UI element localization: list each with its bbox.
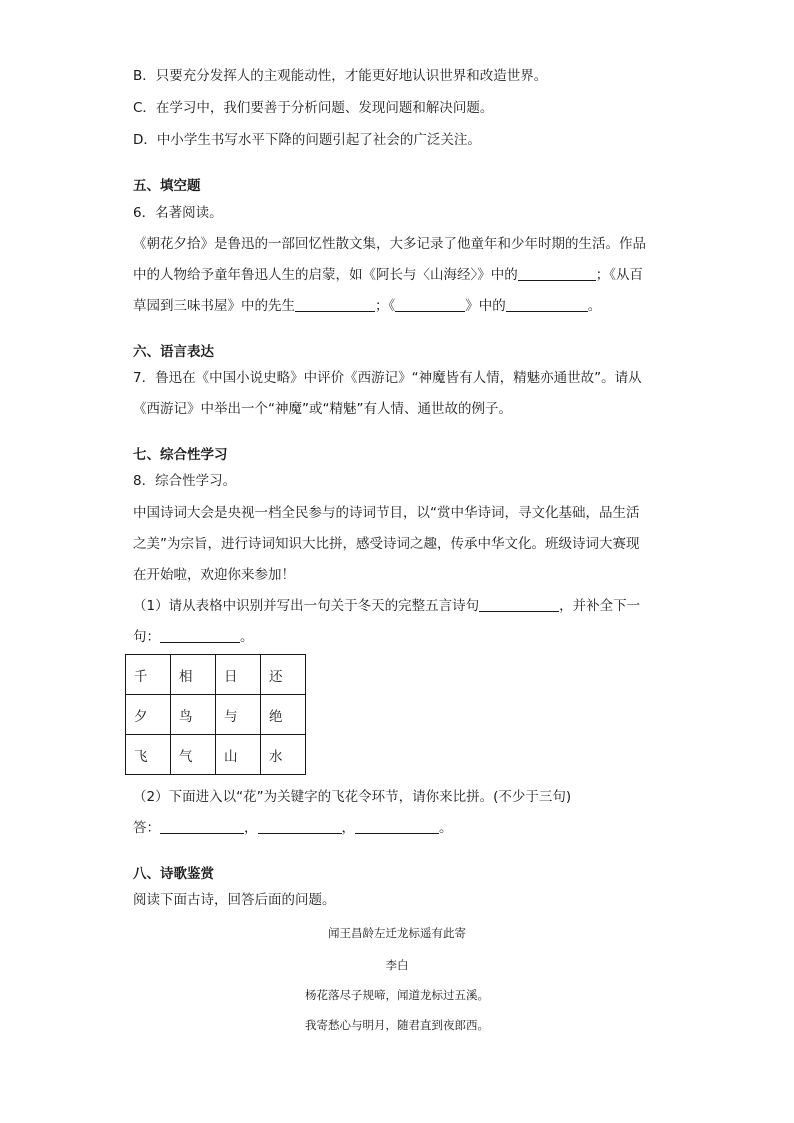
answer-blank-flower-1[interactable] <box>160 819 244 834</box>
question-6-line-3-part-a: 草园到三味书屋》中的先生 <box>133 298 295 314</box>
grid-cell: 水 <box>261 735 306 775</box>
option-c: C．在学习中，我们要善于分析问题、发现问题和解决问题。 <box>133 100 494 116</box>
question-8-text-line-3: 在开始啦，欢迎你来参加！ <box>133 567 295 583</box>
sub-question-1-line-2 <box>133 627 254 647</box>
question-6-text-line-1: 《朝花夕拾》是鲁迅的一部回忆性散文集，大多记录了他童年和少年时期的生活。作品 <box>133 236 646 252</box>
answer-blank-next-line[interactable] <box>160 628 240 643</box>
section-8-intro: 阅读下面古诗，回答后面的问题。 <box>133 892 336 908</box>
grid-row <box>126 695 306 735</box>
section-6-heading: 六、语言表达 <box>133 344 214 360</box>
question-6-line-2-part-a: 中的人物给予童年鲁迅人生的启蒙，如《阿长与〈山海经〉》中的 <box>133 267 518 283</box>
question-6-text-line-3 <box>133 296 601 316</box>
question-6-text-line-2 <box>133 265 643 285</box>
poem-author: 李白 <box>385 958 409 972</box>
answer-label: 答： <box>133 820 160 836</box>
question-7-line-1: 7．鲁迅在《中国小说史略》中评价《西游记》“神魔皆有人情，精魅亦通世故”。请从 <box>133 370 642 386</box>
poem-line-2: 我寄愁心与明月，随君直到夜郎西。 <box>305 1018 489 1032</box>
question-7-line-2: 《西游记》中举出一个“神魔”或“精魅”有人情、通世故的例子。 <box>133 401 512 417</box>
option-b: B．只要充分发挥人的主观能动性，才能更好地认识世界和改造世界。 <box>133 68 548 84</box>
answer-blank-winter-poem[interactable] <box>479 597 559 612</box>
grid-cell: 飞 <box>126 735 171 775</box>
sub-question-1-text-a: （1）请从表格中识别并写出一句关于冬天的完整五言诗句 <box>133 598 480 614</box>
grid-row <box>126 655 306 695</box>
answer-blank-ah-chang[interactable] <box>518 266 596 281</box>
separator-comma: ， <box>341 820 355 836</box>
sub-question-1-text-b: ，并补全下一 <box>559 598 641 614</box>
section-5-heading: 五、填空题 <box>133 178 201 194</box>
sub-question-1-end: 。 <box>240 629 254 645</box>
answer-blank-teacher[interactable] <box>295 297 375 312</box>
grid-cell: 山 <box>216 735 261 775</box>
answer-end: 。 <box>439 820 453 836</box>
section-7-heading: 七、综合性学习 <box>133 447 228 463</box>
grid-cell: 千 <box>126 655 171 695</box>
answer-blank-flower-2[interactable] <box>258 819 342 834</box>
grid-cell: 夕 <box>126 695 171 735</box>
separator-comma: ， <box>244 820 258 836</box>
sub-question-2: （2）下面进入以“花”为关键字的飞花令环节，请你来比拼。(不少于三句) <box>133 789 572 805</box>
question-8-text-line-1: 中国诗词大会是央视一档全民参与的诗词节目，以“赏中华诗词，寻文化基础，品生活 <box>133 505 640 521</box>
grid-cell: 气 <box>171 735 216 775</box>
option-d: D．中小学生书写水平下降的问题引起了社会的广泛关注。 <box>133 132 481 148</box>
sub-question-1-line-1 <box>133 596 640 616</box>
grid-cell: 相 <box>171 655 216 695</box>
answer-blank-flower-3[interactable] <box>355 819 439 834</box>
question-6-line-3-part-b: ；《 <box>375 298 396 314</box>
question-6-line-3-part-c: 》中的 <box>465 298 506 314</box>
poem-line-1: 杨花落尽子规啼，闻道龙标过五溪。 <box>305 988 489 1002</box>
sub-question-2-answer-line <box>133 818 453 838</box>
grid-row <box>126 735 306 775</box>
question-6-line-2-part-b: ；《从百 <box>595 267 643 283</box>
question-8-text-line-2: 之美”为宗旨，进行诗词知识大比拼，感受诗词之趣，传承中华文化。班级诗词大赛现 <box>133 536 640 552</box>
grid-cell: 绝 <box>261 695 306 735</box>
grid-cell: 鸟 <box>171 695 216 735</box>
answer-blank-character[interactable] <box>506 297 588 312</box>
question-6-line-3-part-d: 。 <box>587 298 602 314</box>
poem-title: 闻王昌龄左迁龙标遥有此寄 <box>328 926 466 940</box>
question-6-title: 6．名著阅读。 <box>133 205 223 221</box>
sub-question-1-text-c: 句： <box>133 629 160 645</box>
grid-cell: 还 <box>261 655 306 695</box>
grid-cell: 日 <box>216 655 261 695</box>
question-8-title: 8．综合性学习。 <box>133 473 237 489</box>
character-grid <box>125 654 306 775</box>
answer-blank-essay-title[interactable] <box>395 297 465 312</box>
section-8-heading: 八、诗歌鉴赏 <box>133 866 214 882</box>
grid-cell: 与 <box>216 695 261 735</box>
